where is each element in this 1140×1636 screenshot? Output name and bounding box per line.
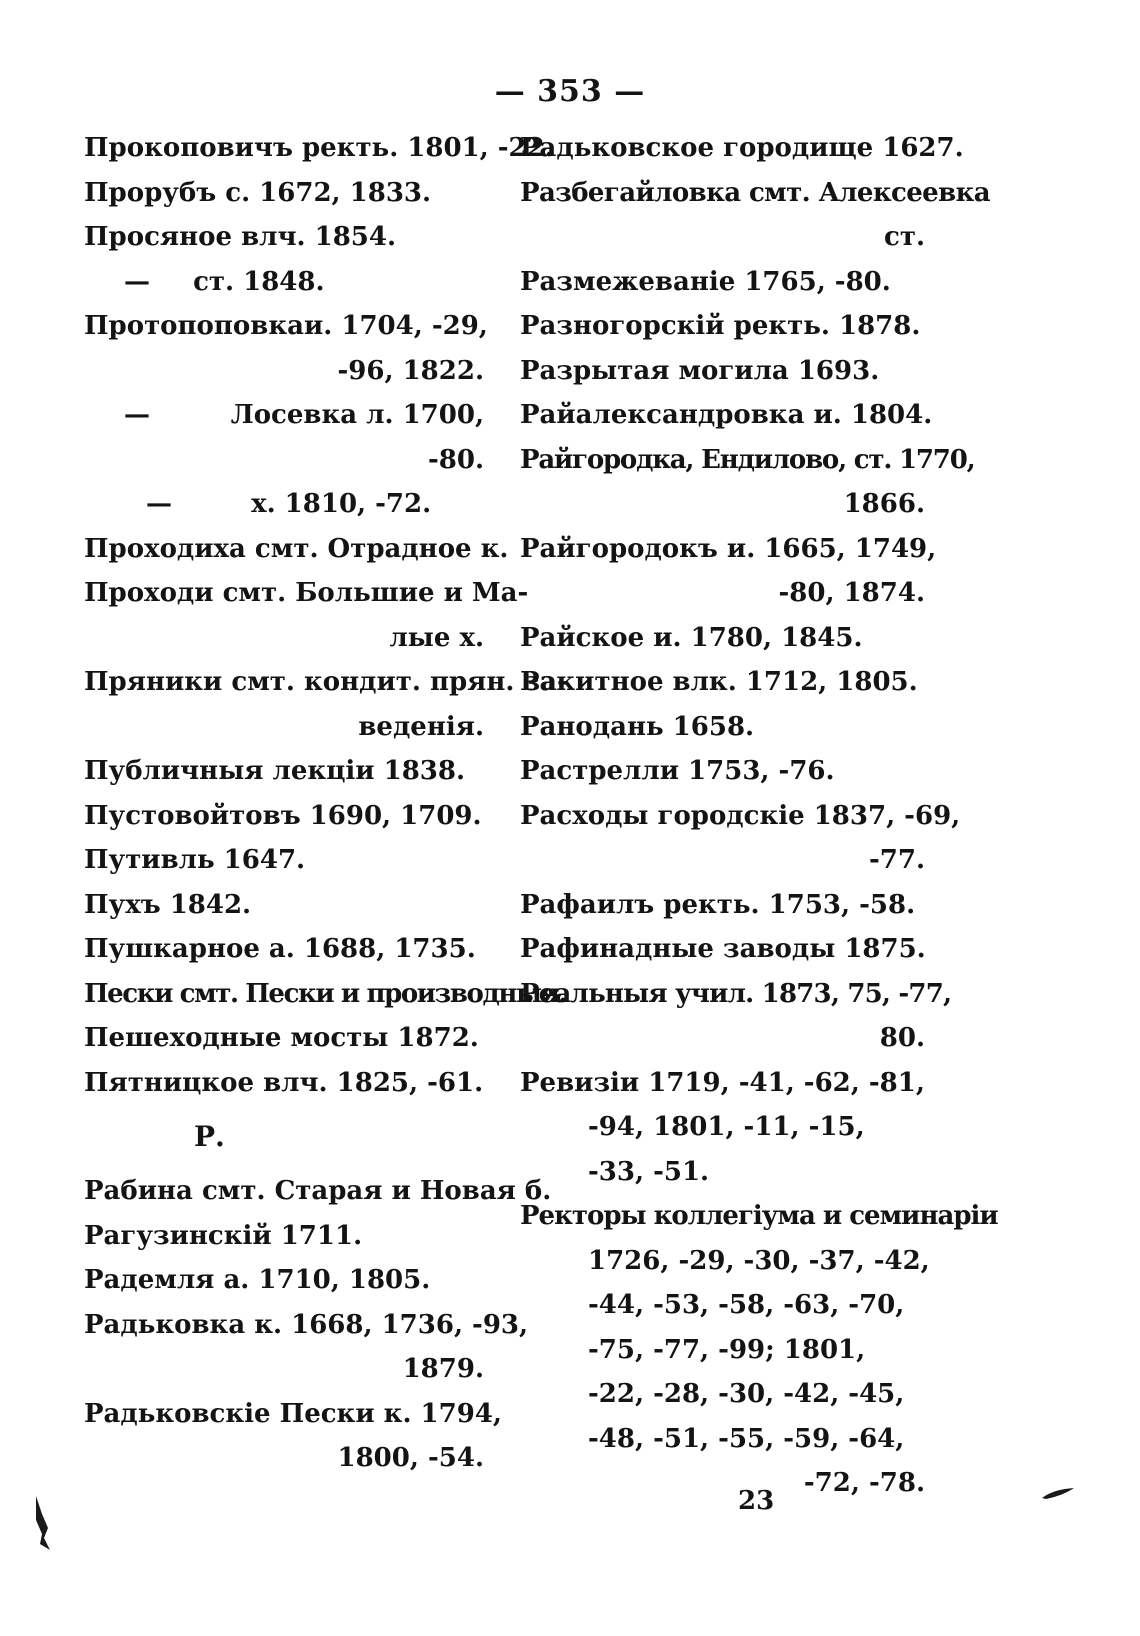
index-entry: Пустовойтовъ 1690, 1709. xyxy=(84,800,482,831)
index-entry: Реальныя учил. 1873, 75, -77, xyxy=(520,978,952,1009)
index-entry: Путивль 1647. xyxy=(84,845,306,875)
entry-text: Протопоповка xyxy=(84,311,304,341)
section-heading: Р. xyxy=(194,1120,225,1153)
index-entry xyxy=(84,393,484,438)
index-entry-continuation: 1866. xyxy=(843,489,925,519)
index-entry: Рабина смт. Старая и Новая б. xyxy=(84,1176,552,1206)
index-entry-continuation: -94, 1801, -11, -15, xyxy=(588,1112,865,1142)
index-entry: Растрелли 1753, -76. xyxy=(520,756,835,786)
index-entry xyxy=(84,304,488,349)
index-entry-continuation: -80. xyxy=(427,444,484,475)
index-entry: Рафаилъ ректь. 1753, -58. xyxy=(520,889,916,920)
index-entry: Пушкарное а. 1688, 1735. xyxy=(84,934,476,964)
index-entry: Пряники смт. кондит. прян. за- xyxy=(84,667,568,697)
index-entry: Расходы городскіе 1837, -69, xyxy=(520,800,961,831)
index-entry: Разногорскій ректь. 1878. xyxy=(520,311,921,341)
index-entry: Райгородокъ и. 1665, 1749, xyxy=(520,533,937,564)
index-entry: Рафинадные заводы 1875. xyxy=(520,934,926,964)
index-entry-continuation: веденія. xyxy=(358,711,484,742)
index-entry: Райское и. 1780, 1845. xyxy=(520,622,863,653)
index-entry-continuation: -96, 1822. xyxy=(337,355,484,386)
index-entry: Ранодань 1658. xyxy=(520,711,755,742)
index-entry: Публичныя лекціи 1838. xyxy=(84,756,466,786)
ditto-dash: — xyxy=(124,266,150,297)
index-entry: Просяное влч. 1854. xyxy=(84,222,397,252)
index-entry: Проходиха смт. Отрадное к. xyxy=(84,533,509,564)
index-entry: Рагузинскій 1711. xyxy=(84,1220,363,1251)
index-entry: Разбегайловка смт. Алексеевка xyxy=(520,177,991,208)
index-entry: Прорубъ с. 1672, 1833. xyxy=(84,177,432,208)
index-entry: Радьковка к. 1668, 1736, -93, xyxy=(84,1309,529,1340)
index-entry-continuation: 1879. xyxy=(402,1354,484,1384)
index-entry-continuation: -33, -51. xyxy=(588,1156,710,1187)
ditto-dash: — xyxy=(146,489,172,519)
index-entry xyxy=(84,482,484,527)
left-column xyxy=(84,126,568,1481)
index-entry-continuation: -80, 1874. xyxy=(778,578,925,608)
index-entry-continuation: -77. xyxy=(868,845,925,875)
entry-text: ст. 1848. xyxy=(193,266,325,297)
index-entry: Радьковскіе Пески к. 1794, xyxy=(84,1398,502,1429)
index-entry: Радемля а. 1710, 1805. xyxy=(84,1265,431,1295)
index-entry: Радьковское городище 1627. xyxy=(520,133,964,163)
entry-text: Лосевка л. 1700, xyxy=(230,400,484,430)
index-entry-continuation: -72, -78. xyxy=(803,1468,925,1498)
index-entry: Размежеваніе 1765, -80. xyxy=(520,266,891,297)
ink-mark-icon xyxy=(32,1494,54,1554)
page-number: — 353 — xyxy=(494,74,646,109)
index-entry: Ректоры коллегіума и семинаріи xyxy=(520,1201,998,1231)
index-entry-continuation: -48, -51, -55, -59, -64, xyxy=(588,1423,905,1454)
entry-text: х. 1810, -72. xyxy=(251,489,432,519)
index-entry-continuation: -75, -77, -99; 1801, xyxy=(588,1334,866,1365)
index-entry: Ракитное влк. 1712, 1805. xyxy=(520,667,918,697)
index-entry: Райалександровка и. 1804. xyxy=(520,400,933,430)
index-entry: Разрытая могила 1693. xyxy=(520,355,880,386)
index-entry: Пешеходные мосты 1872. xyxy=(84,1023,479,1053)
index-entry: Райгородка, Ендилово, ст. 1770, xyxy=(520,444,975,475)
index-entry xyxy=(84,260,484,305)
index-entry-continuation: лые х. xyxy=(389,622,484,653)
entry-text: и. 1704, -29, xyxy=(303,311,488,341)
index-entry-continuation: 1726, -29, -30, -37, -42, xyxy=(588,1245,930,1276)
index-entry-continuation: ст. xyxy=(884,222,925,252)
ink-smudge-icon xyxy=(1040,1486,1076,1500)
index-entry-continuation: 80. xyxy=(879,1023,925,1053)
index-entry-continuation: 1800, -54. xyxy=(337,1443,484,1473)
index-entry: Пухъ 1842. xyxy=(84,889,252,920)
ditto-dash: — xyxy=(124,400,150,430)
index-entry: Проходи смт. Большие и Ма- xyxy=(84,578,529,608)
index-entry: Пятницкое влч. 1825, -61. xyxy=(84,1067,484,1098)
index-entry: Прокоповичъ ректь. 1801, -22. xyxy=(84,133,554,163)
index-entry-continuation: -22, -28, -30, -42, -45, xyxy=(588,1379,905,1409)
signature-mark: 23 xyxy=(738,1486,775,1516)
index-entry-continuation: -44, -53, -58, -63, -70, xyxy=(588,1290,905,1320)
right-column xyxy=(520,126,998,1506)
index-entry: Пески смт. Пески и производныя. xyxy=(84,978,567,1009)
index-entry: Ревизіи 1719, -41, -62, -81, xyxy=(520,1067,925,1098)
